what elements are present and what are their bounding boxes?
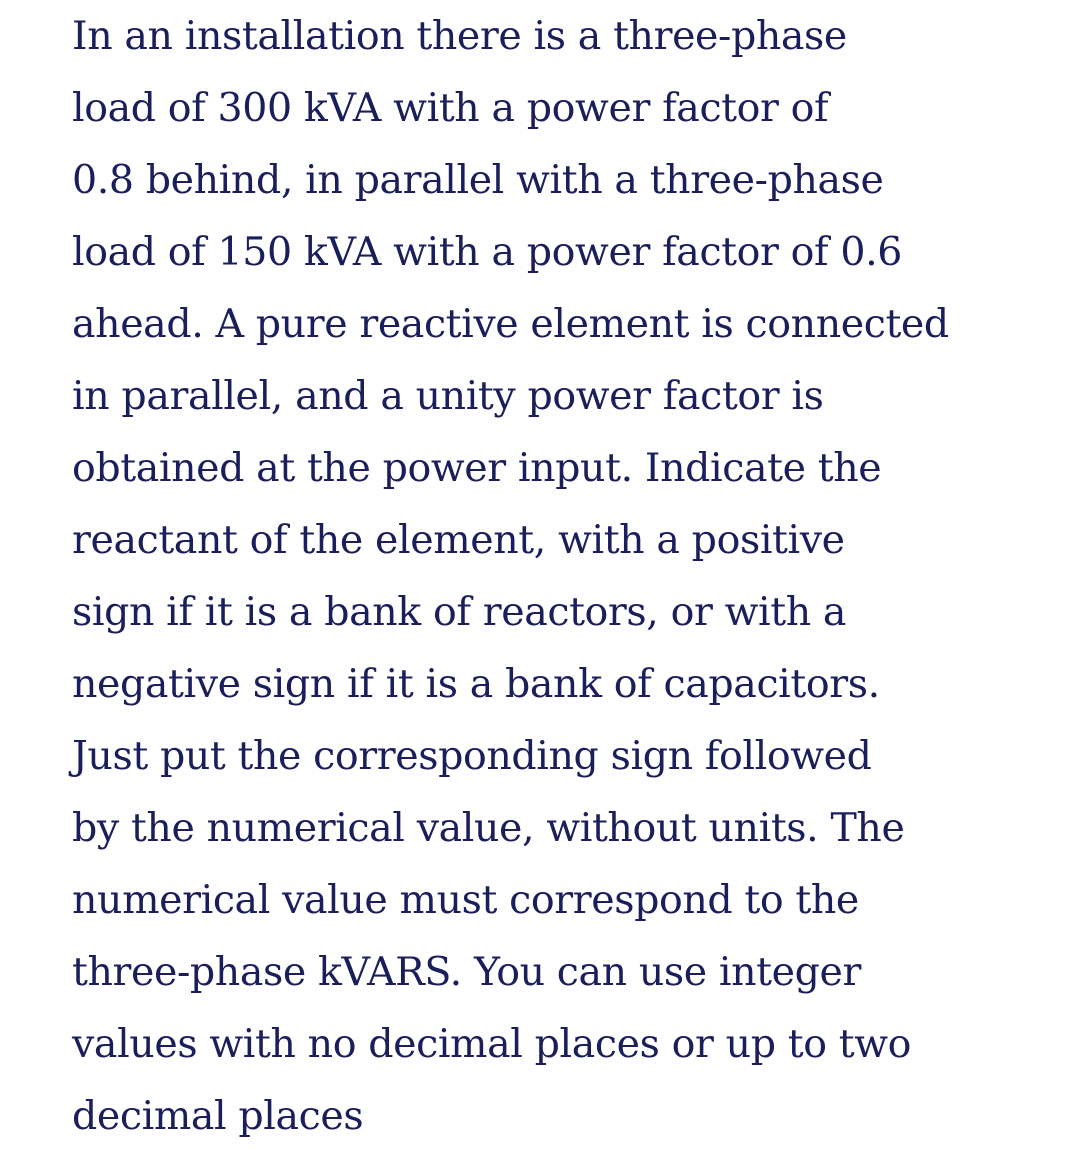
question-line: by the numerical value, without units. The xyxy=(72,805,905,851)
question-line: Just put the corresponding sign followed xyxy=(72,733,872,779)
question-line: decimal places xyxy=(72,1093,364,1139)
question-line: obtained at the power input. Indicate the xyxy=(72,445,882,491)
question-line: 0.8 behind, in parallel with a three-phase xyxy=(72,157,884,203)
question-text xyxy=(72,0,1062,1152)
question-line: reactant of the element, with a positive xyxy=(72,517,845,563)
question-line: load of 150 kVA with a power factor of 0.6 xyxy=(72,229,903,275)
question-line: sign if it is a bank of reactors, or with a xyxy=(72,589,847,635)
question-line: values with no decimal places or up to two xyxy=(72,1021,912,1067)
question-line: ahead. A pure reactive element is connected xyxy=(72,301,949,347)
question-line: load of 300 kVA with a power factor of xyxy=(72,85,829,131)
question-line: numerical value must correspond to the xyxy=(72,877,859,923)
question-line: In an installation there is a three-phase xyxy=(72,13,847,59)
question-line: three-phase kVARS. You can use integer xyxy=(72,949,861,995)
question-line: in parallel, and a unity power factor is xyxy=(72,373,824,419)
question-line: negative sign if it is a bank of capacitors. xyxy=(72,661,880,707)
